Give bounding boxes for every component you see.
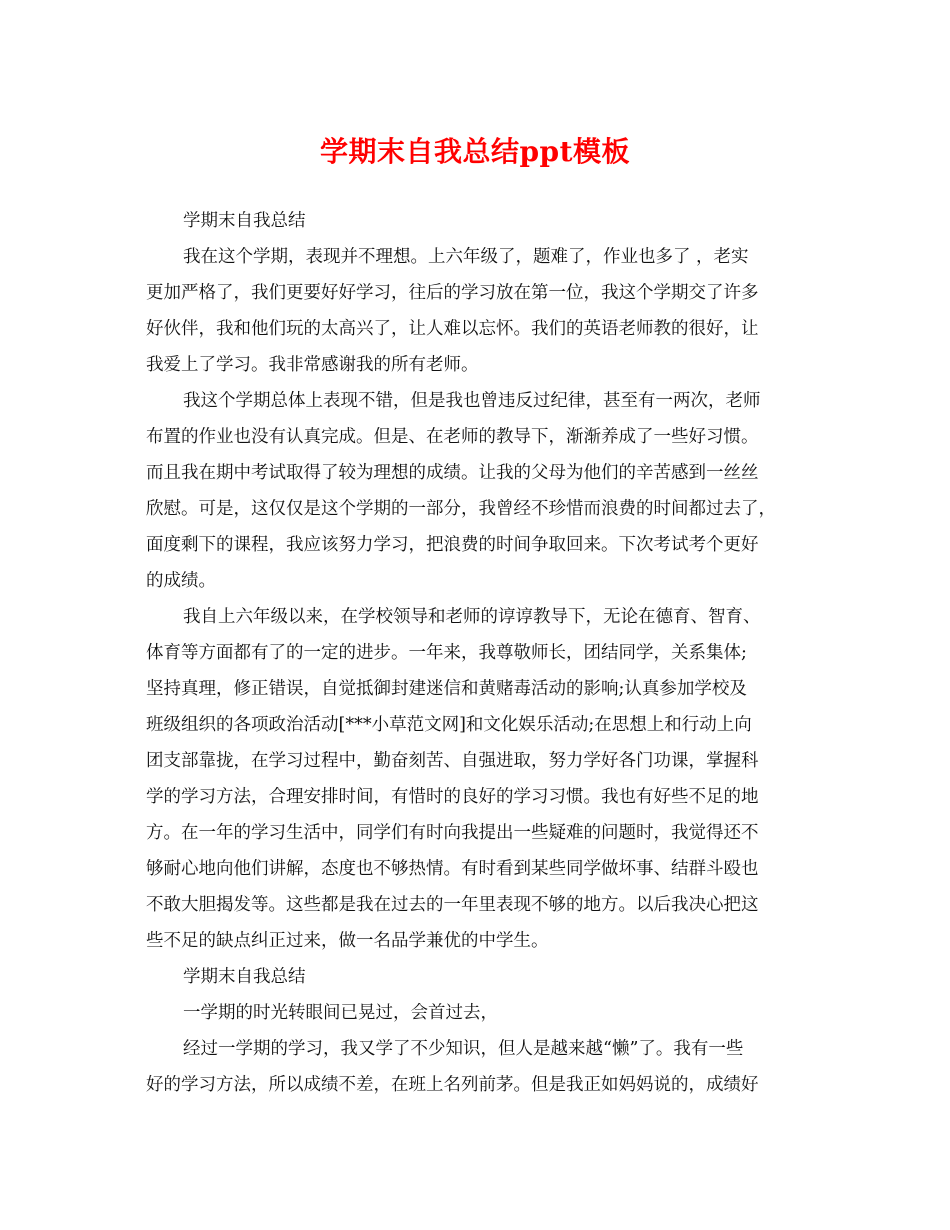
body-line: 学期末自我总结 — [183, 211, 306, 231]
body-line: 学期末自我总结 — [183, 967, 306, 987]
body-line: 够耐心地向他们讲解，态度也不够热情。有时看到某些同学做坏事、结群斗殴也 — [146, 859, 759, 879]
body-line: 而且我在期中考试取得了较为理想的成绩。让我的父母为他们的辛苦感到一丝丝 — [146, 463, 759, 483]
body-line: 布置的作业也没有认真完成。但是、在老师的教导下，渐渐养成了一些好习惯。 — [146, 427, 759, 447]
body-line: 欣慰。可是，这仅仅是这个学期的一部分，我曾经不珍惜而浪费的时间都过去了， — [146, 499, 776, 519]
body-line: 我这个学期总体上表现不错，但是我也曾违反过纪律，甚至有一两次，老师 — [183, 391, 761, 411]
body-line: 坚持真理，修正错误，自觉抵御封建迷信和黄赌毒活动的影响;认真参加学校及 — [146, 679, 747, 699]
body-line: 体育等方面都有了的一定的进步。一年来，我尊敬师长，团结同学，关系集体; — [146, 643, 747, 663]
body-line: 好伙伴，我和他们玩的太高兴了，让人难以忘怀。我们的英语老师教的很好，让 — [146, 319, 759, 339]
body-line: 学的学习方法，合理安排时间，有惜时的良好的学习习惯。我也有好些不足的地 — [146, 787, 759, 807]
body-line: 我爱上了学习。我非常感谢我的所有老师。 — [146, 355, 479, 375]
body-line: 经过一学期的学习，我又学了不少知识，但人是越来越“懒”了。我有一些 — [183, 1039, 744, 1059]
body-line: 班级组织的各项政治活动[***小草范文网]和文化娱乐活动;在思想上和行动上向 — [146, 715, 752, 735]
body-line: 不敢大胆揭发等。这些都是我在过去的一年里表现不够的地方。以后我决心把这 — [146, 895, 759, 915]
body-line: 方。在一年的学习生活中，同学们有时向我提出一些疑难的问题时，我觉得还不 — [146, 823, 759, 843]
body-line: 我自上六年级以来，在学校领导和老师的谆谆教导下，无论在德育、智育、 — [183, 607, 761, 627]
body-line: 我在这个学期，表现并不理想。上六年级了，题难了，作业也多了 ，老实 — [183, 247, 749, 267]
body-line: 一学期的时光转眼间已晃过，会首过去， — [183, 1003, 498, 1023]
body-line: 更加严格了，我们更要好好学习，往后的学习放在第一位，我这个学期交了许多 — [146, 283, 759, 303]
body-line: 的成绩。 — [146, 571, 216, 591]
document-title: 学期末自我总结ppt模板 — [319, 135, 631, 168]
body-line: 面度剩下的课程，我应该努力学习，把浪费的时间争取回来。下次考试考个更好 — [146, 535, 759, 555]
body-line: 好的学习方法，所以成绩不差，在班上名列前茅。但是我正如妈妈说的，成绩好 — [146, 1075, 759, 1095]
body-line: 些不足的缺点纠正过来，做一名品学兼优的中学生。 — [146, 931, 549, 951]
body-line: 团支部靠拢，在学习过程中，勤奋刻苦、自强进取，努力学好各门功课，掌握科 — [146, 751, 759, 771]
